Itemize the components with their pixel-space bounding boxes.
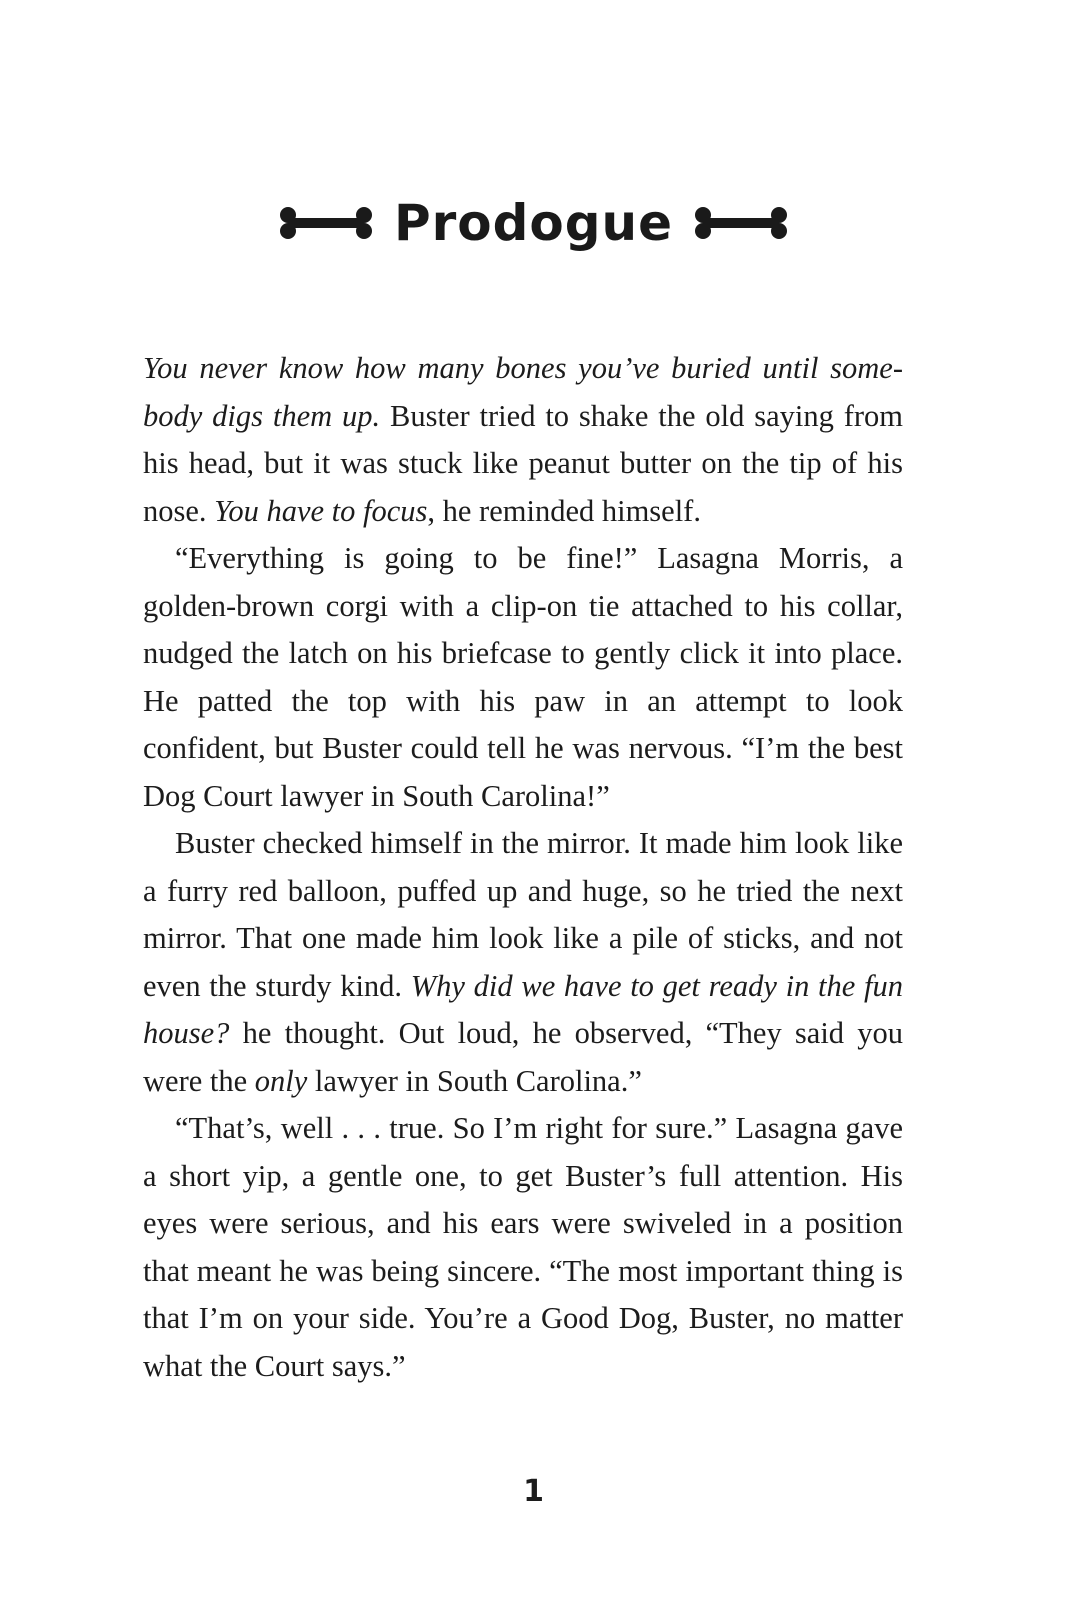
body-text	[143, 345, 903, 1390]
page-number: 1	[523, 1474, 544, 1509]
text-span: Buster tried to shake the old saying from his head, but it was stuck like peanut butter on the tip of his nose.	[143, 398, 904, 528]
text-span: Buster checked himself in the mirror. It made him look like a furry red balloon, puffed up and huge, so he tried the next mirror. That one made him look like a pile of sticks, and not even the sturdy kind.	[143, 826, 903, 1003]
bone-icon	[693, 205, 789, 241]
text-span: You never know how many bones you’ve buried until somebody digs them up.	[143, 351, 903, 433]
text-span: he thought. Out loud, he observed, “They said you were the	[143, 1016, 903, 1098]
paragraph	[143, 535, 903, 820]
text-span: , he reminded himself.	[427, 493, 701, 528]
text-span: Why did we have to get ready in the fun house?	[143, 968, 903, 1050]
text-span: lawyer in South Carolina.”	[307, 1063, 642, 1098]
paragraph	[143, 345, 903, 535]
paragraph	[143, 1105, 903, 1390]
text-span: only	[254, 1063, 308, 1098]
text-span: “Everything is going to be fine!” Lasagna Morris, a golden-brown corgi with a clip-on tie attached to his collar, nudged the latch on his briefcase to gently click it into place. He patted the top with his paw in an attempt to look confident, but Buster could tell he was nervous. “I’m the best Dog Court lawyer in South Carolina!”	[143, 541, 903, 813]
text-span: “That’s, well . . . true. So I’m right for sure.” Lasagna gave a short yip, a gentle one, to get Buster’s full attention. His eyes were serious, and his ears were swiveled in a position that meant he was being sincere. “The most important thing is that I’m on your side. You’re a Good Dog, Buster, no matter what the Court says.”	[143, 1111, 903, 1383]
text-span: You have to focus	[214, 493, 428, 528]
chapter-title: Prodogue	[393, 194, 674, 252]
bone-icon	[278, 205, 374, 241]
chapter-heading	[0, 183, 1067, 263]
paragraph	[143, 820, 903, 1105]
